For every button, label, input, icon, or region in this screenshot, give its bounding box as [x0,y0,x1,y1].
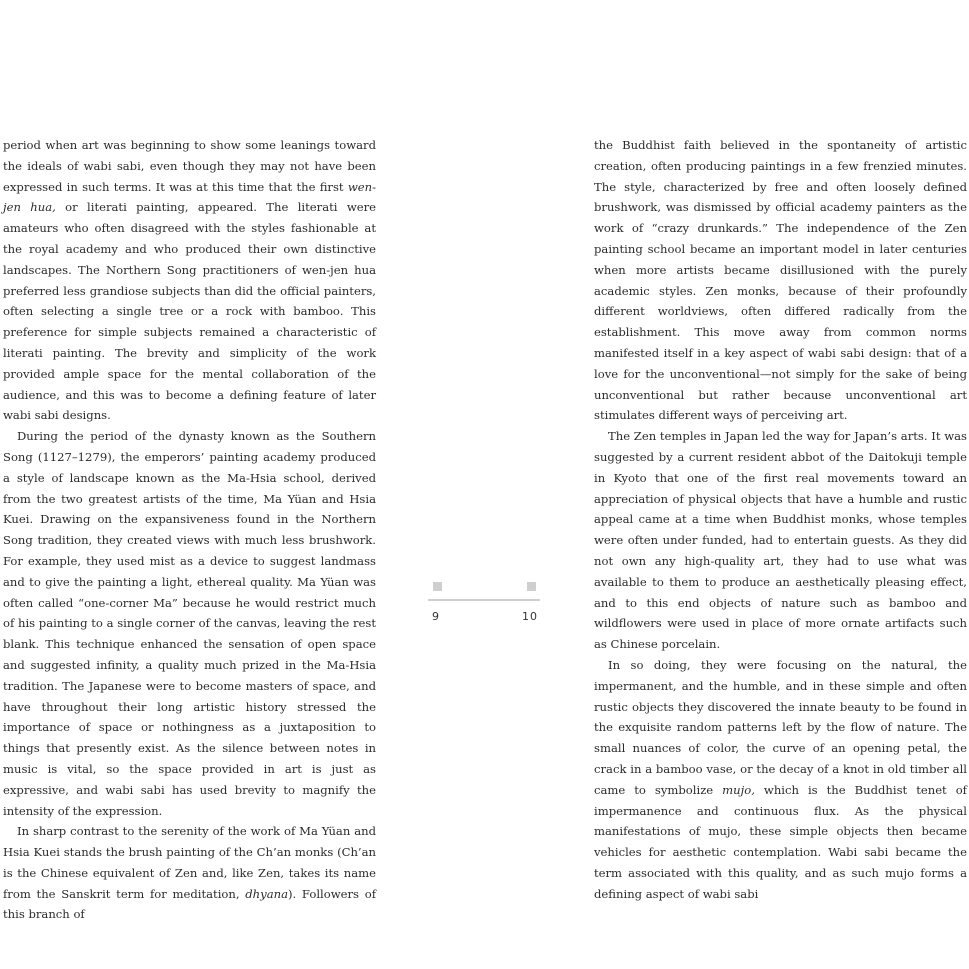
paragraph [594,655,967,905]
right-page-number: 10 [522,610,538,623]
folio-divider [428,599,540,601]
text-run: ). Followers of this branch of [3,886,376,922]
right-page-text [594,135,967,904]
italic-term: wen-jen hua, [3,179,376,215]
text-run: which is the Buddhist tenet of impermanence and continuous flux. As the physical manifestations of mujo, these simple objects then became vehicles for aesthetic contemplation. Wabi sabi became the term associated with this quality, and as such mujo forms a defining aspect of wabi sabi [594,782,967,901]
paragraph [3,135,376,426]
text-run: In so doing, they were focusing on the natural, the impermanent, and the humble, and in these simple and often rustic objects they discovered the innate beauty to be found in the exquisite random patterns left by the flow of nature. The small nuances of color, the curve of an opening petal, the crack in a bamboo vase, or the decay of a knot in old timber all came to symbolize [594,657,967,797]
text-run: the Buddhist faith believed in the spontaneity of artistic creation, often producing paintings in a few frenzied minutes. The style, characterized by free and often loosely defined brushwork, was dismissed by official academy painters as the work of “crazy drunkards.” The independence of the Zen painting school became an important model in later centuries when more artists became disillusioned with the purely academic styles. Zen monks, because of their profoundly different worldviews, often differed radically from the establishment. This move away from common norms manifested itself in a key aspect of wabi sabi design: that of a love for the unconventional—not simply for the sake of being unconventional but rather because unconventional art stimulates different ways of perceiving art. [594,138,967,423]
right-folio-square-icon [527,582,536,591]
text-run: During the period of the dynasty known as the Southern Song (1127–1279), the emperors’ painting academy produced a style of landscape known as the Ma-Hsia school, derived from the two greatest artists of the time, Ma Yüan and Hsia Kuei. Drawing on the expansiveness found in the Northern Song tradition, they created views with much less brushwork. For example, they used mist as a device to suggest landmass and to give the painting a light, ethereal quality. Ma Yüan was often called “one-corner Ma” because he would restrict much of his painting to a single corner of the canvas, leaving the rest blank. This technique enhanced the sensation of open space and suggested infinity, a quality much prized in the Ma-Hsia tradition. The Japanese were to become masters of space, and have throughout their long artistic history stressed the importance of space or nothingness as a juxtaposition to things that presently exist. As the silence between notes in music is vital, so the space provided in art is just as expressive, and wabi sabi has used brevity to magnify the intensity of the expression. [3,429,376,818]
paragraph [594,135,967,426]
paragraph [3,426,376,821]
left-folio-square-icon [433,582,442,591]
italic-term: dhyana [245,886,288,901]
text-run: or literati painting, appeared. The literati were amateurs who often disagreed with the styles fashionable at the royal academy and who produced their own distinctive landscapes. The Northern Song practitioners of wen-jen hua preferred less grandiose subjects than did the official painters, often selecting a single tree or a rock with bamboo. This preference for simple subjects remained a characteristic of literati painting. The brevity and simplicity of the work provided ample space for the mental collaboration of the audience, and this was to become a defining feature of later wabi sabi designs. [3,200,377,423]
text-run: period when art was beginning to show some leanings toward the ideals of wabi sabi, even though they may not have been expressed in such terms. It was at this time that the first [3,138,376,194]
paragraph [3,821,376,925]
italic-term: mujo, [722,782,755,797]
paragraph [594,426,967,655]
left-page-number: 9 [432,610,440,623]
text-run: In sharp contrast to the serenity of the work of Ma Yüan and Hsia Kuei stands the brush painting of the Ch’an monks (Ch’an is the Chinese equivalent of Zen and, like Zen, takes its name from the Sanskrit term for meditation, [3,824,376,901]
text-run: The Zen temples in Japan led the way for Japan’s arts. It was suggested by a current resident abbot of the Daitokuji temple in Kyoto that one of the first real movements toward an appreciation of physical objects that have a humble and rustic appeal came at a time when Buddhist monks, whose temples were often under funded, had to entertain guests. As they did not own any high-quality art, they had to use what was available to them to produce an aesthetically pleasing effect, and to this end objects of nature such as bamboo and wildflowers were used in place of more ornate artifacts such as Chinese porcelain. [594,429,967,652]
left-page-text [3,135,376,925]
page-folio [428,580,540,630]
